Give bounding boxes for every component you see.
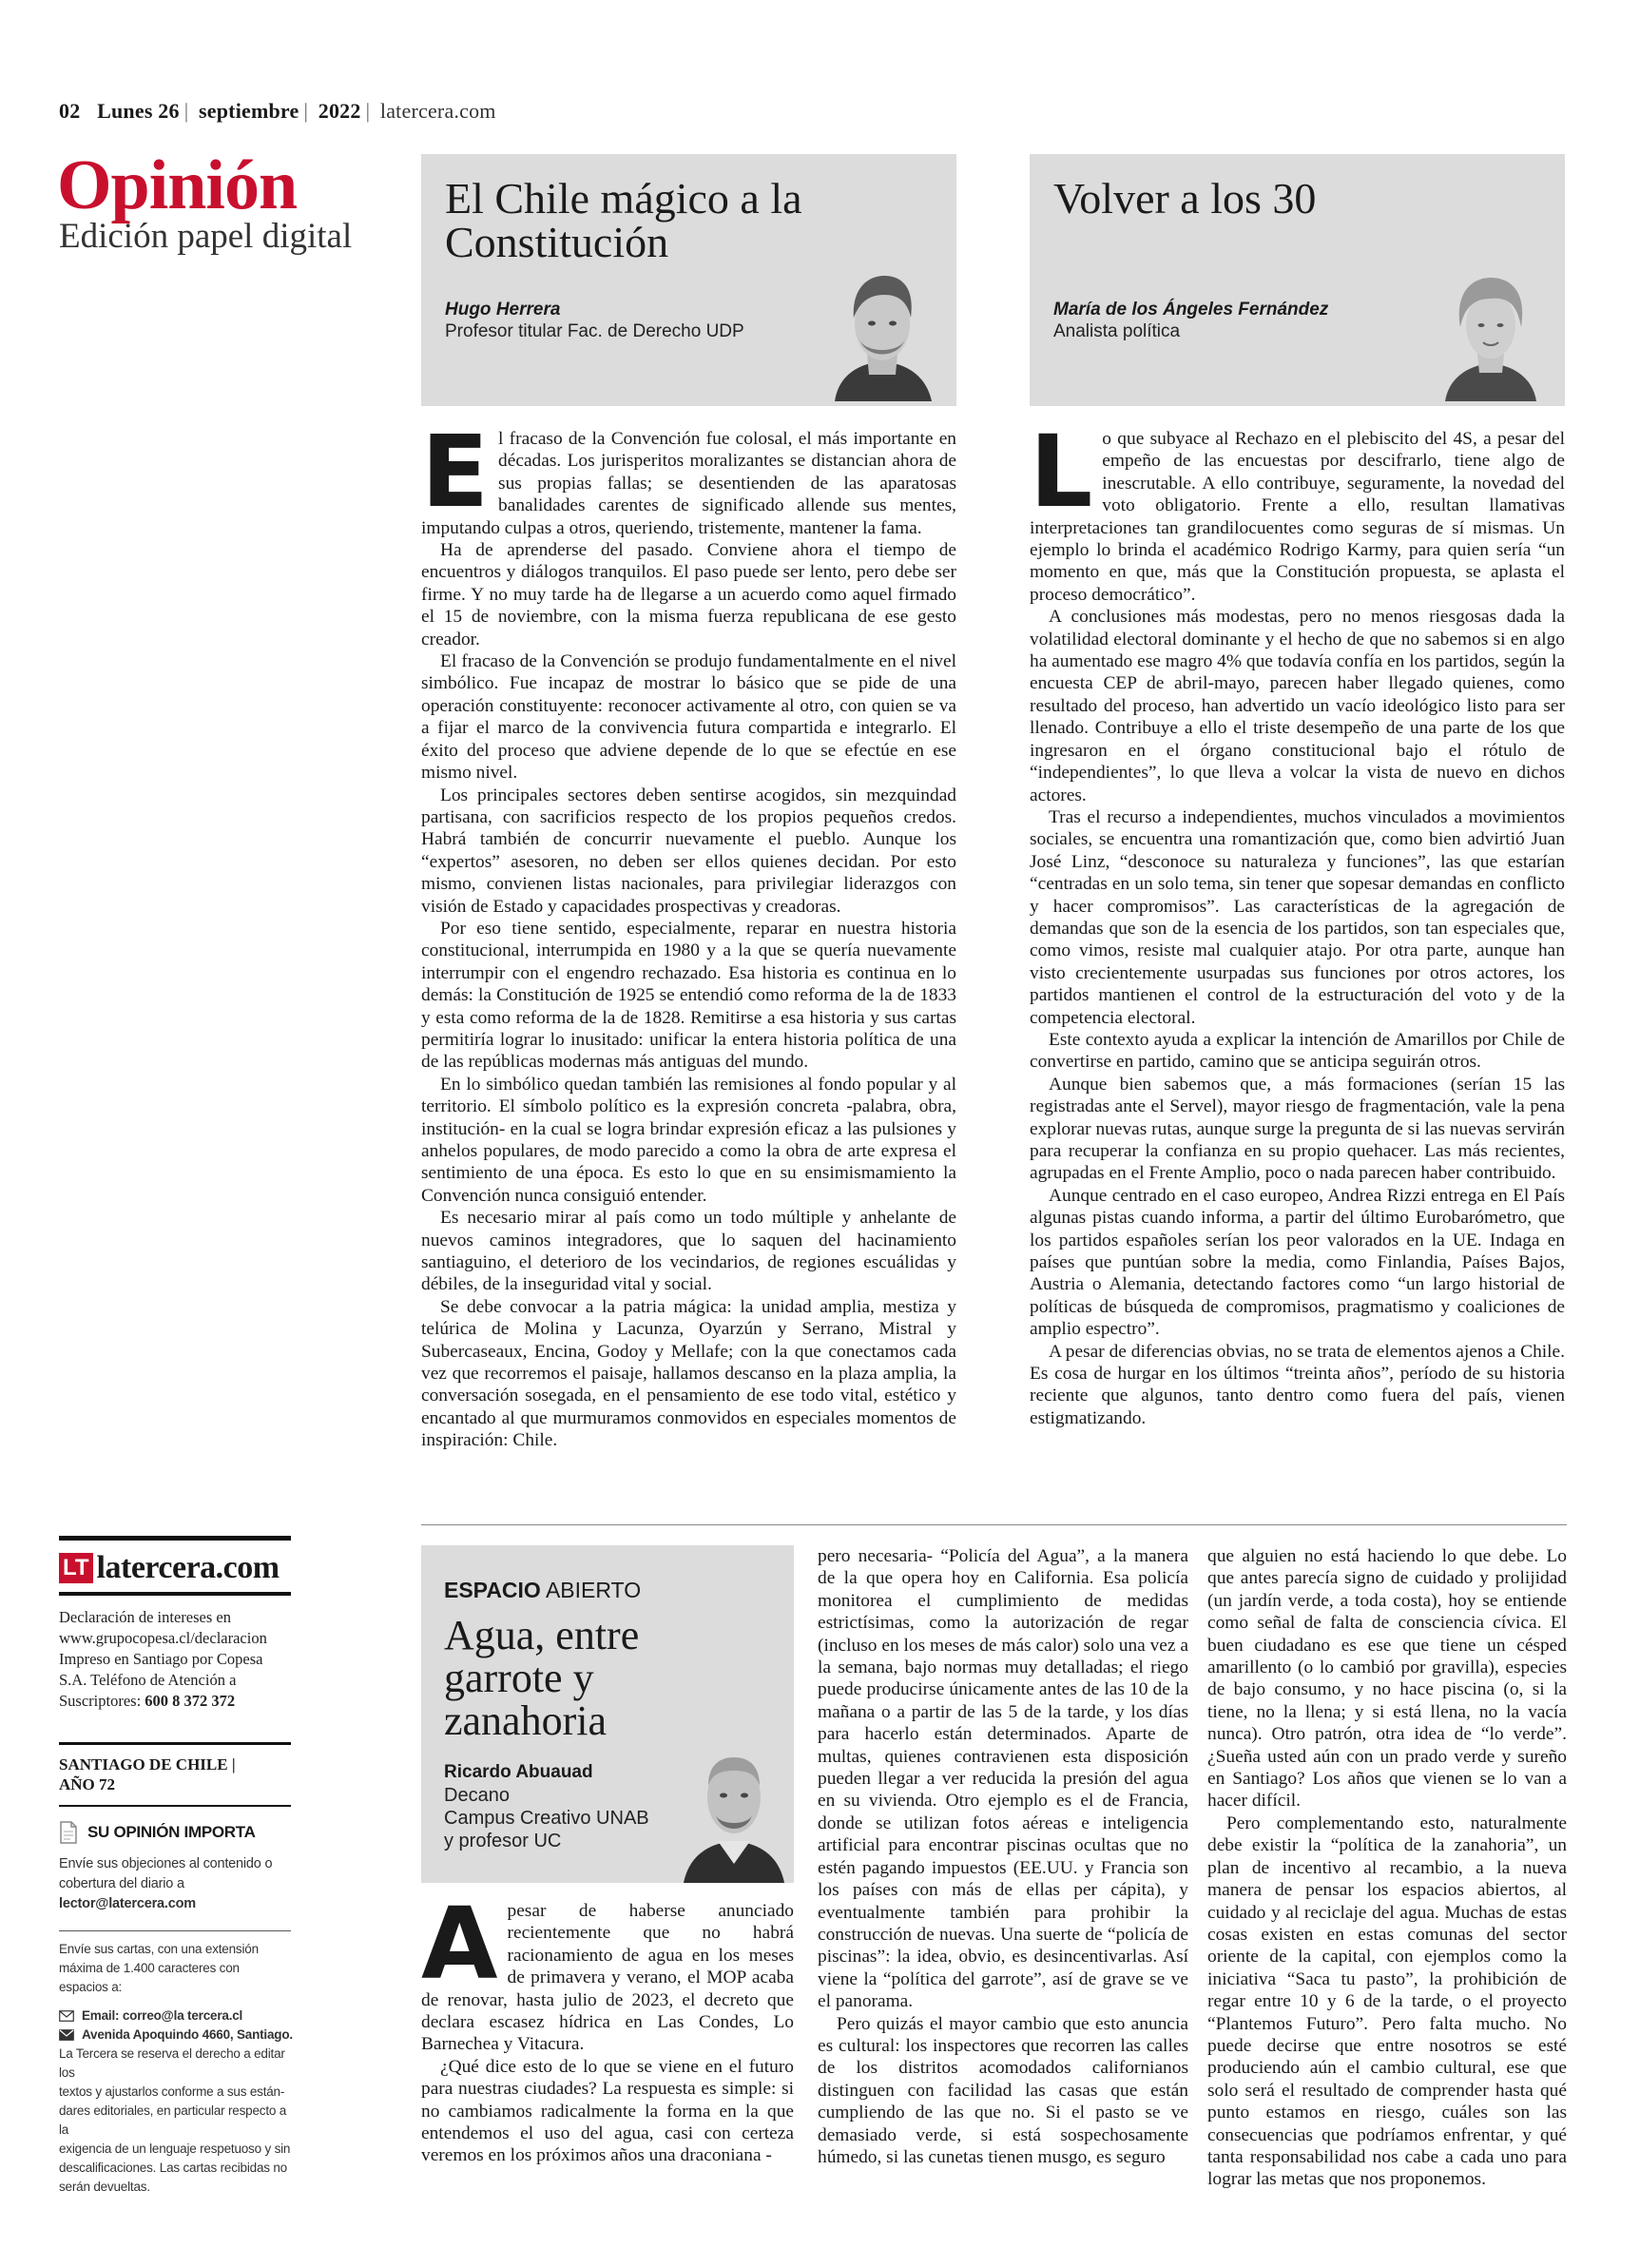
article2-paragraph: Aunque centrado en el caso europeo, Andrea Rizzi entrega en El País algunas pistas cuando informa, a partir del último Eurobarómetro, que los partidos españoles serían los peor valorados en la UE. Indaga en países que puntúan sobre la media, como Finlandia, Países Bajos, Austria o Alemania, detectando factores como “un largo historial de políticas de búsqueda de compromisos, pragmatismo y coaliciones de amplio espectro”. — [1030, 1185, 1565, 1340]
article3-author-role: Decano Campus Creativo UNAB y profesor UC — [444, 1785, 649, 1851]
mail-icon — [59, 2029, 74, 2041]
article1-author: Hugo Herrera — [445, 300, 561, 320]
article3-title: Agua, entre garrote y zanahoria — [444, 1612, 640, 1744]
logo-mark: LT — [59, 1553, 93, 1583]
kicker-light: ABIERTO — [545, 1578, 642, 1602]
article3-paragraph: ¿Qué dice esto de lo que se viene en el futuro para nuestras ciudades? La respuesta es simple: si no cambiamos radicalmente la forma en la que entendemos el uso del agua, casi con certeza veremos en los próximos años una draconiana - — [421, 2056, 794, 2166]
sidebar-rule — [59, 1930, 291, 1931]
article2-paragraph: Lo que subyace al Rechazo en el plebiscito del 4S, a pesar del empeño de las encuestas por descifrarlo, tiene algo de inescrutable. A ello contribuye, seguramente, la novedad del voto obligatorio. Frente a ello, resultan llamativas interpretaciones tan grandilocuentes como seguras de sí mismas. Un ejemplo lo brinda el académico Rodrigo Karmy, para quien sería “un momento en que, más que la Constitución propuesta, se aplasta el proceso democrático”. — [1030, 414, 1565, 605]
letters-address-row — [59, 2026, 297, 2045]
article3-dropcap: A — [421, 1886, 498, 2002]
page-folio: 02 Lunes 26 | septiembre | 2022 | latercera.com — [59, 99, 496, 123]
article1-body — [421, 414, 956, 1452]
rights-line: textos y ajustarlos conforme a sus están- — [59, 2084, 285, 2099]
sidebar-year: AÑO 72 — [59, 1775, 116, 1793]
article1-title: El Chile mágico a la Constitución — [445, 174, 802, 266]
article1-paragraph: Por eso tiene sentido, especialmente, reparar en nuestra historia constitucional, interrumpida en 1980 y a la que se quería nuevamente interrumpir con el engendro rechazado. Esa historia es continua en lo demás: la Constitución de 1925 se entendió como reforma de la de 1833 y esta como reforma de la de 1828. Remitirse a esa historia y sus cartas permitiría lograr lo inusitado: unificar la entera historia política de una de las repúblicas modernas más antiguas del mundo. — [421, 918, 956, 1073]
rights-line: La Tercera se reserva el derecho a editar los — [59, 2046, 285, 2080]
article2-paragraph: A pesar de diferencias obvias, no se trata de elementos ajenos a Chile. Es cosa de hurgar en los últimos “treinta años”, período de su historia reciente que algunos, tanto dentro como fuera del país, vienen estigmatizando. — [1030, 1341, 1565, 1428]
article1-paragraph: Ha de aprenderse del pasado. Conviene ahora el tiempo de encuentros y diálogos tranquilos. El paso puede ser lento, pero debe ser firme. Y no muy tarde ha de llegarse a un acuerdo como aquel firmado el 15 de noviembre, con la misma fuerza republicana de ese gesto creador. — [421, 540, 956, 649]
article2-head — [1030, 154, 1565, 406]
letters-block — [59, 1940, 297, 2197]
article1-paragraph: Es necesario mirar al país como un todo múltiple y anhelante de nuevos caminos integradores, que lo saquen del hacinamiento santiaguino, el deterioro de los vecindarios, de regiones escuálidas y débiles, de la inseguridad vital y social. — [421, 1208, 956, 1295]
article1-paragraph: Se debe convocar a la patria mágica: la unidad amplia, mestiza y telúrica de Molina y Lacunza, Oyarzún y Serrano, Mistral y Subercaseaux, Encina, Godoy y Mellafe; con la que conectamos cada vez que recorremos el paisaje, hallamos descanso en la plaza amplia, la conversación sosegada, en el pensamiento de ese todo vital, estético y encantado al que murmuramos conmovidos en especiales momentos de inspiración: Chile. — [421, 1296, 956, 1451]
sidebar-rule — [59, 1742, 291, 1745]
article3-paragraph: Pero quizás el mayor cambio que esto anuncia es cultural: los inspectores que recorren las calles de los distritos acomodados californianos distinguen con facilidad las casas que están cumpliendo de las que no. Si el pasto se ve demasiado verde, si está sospechosamente húmedo, si las cunetas tienen musgo, es seguro — [818, 2013, 1188, 2167]
article2-paragraph: A conclusiones más modestas, pero no menos riesgosas dada la volatilidad electoral dominante y el hecho de que no sabemos si en algo ha aumentado ese magro 4% que todavía confía en los partidos, según la encuesta CEP de abril-mayo, parecen haber llegado quienes, como resultado del proceso, han advertido un vacío ideológico listo para ser llenado. Contribuye a ello el triste desempeño de una parte de los que ingresaron en el órgano constitucional bajo el rótulo de “independientes”, lo que lleva a volcar la vista de nuevo en dichos actores. — [1030, 607, 1565, 805]
letters-line: máxima de 1.400 caracteres con — [59, 1961, 240, 1975]
article3-author-portrait — [678, 1731, 790, 1883]
letters-address: Avenida Apoquindo 4660, Santiago. — [82, 2027, 293, 2042]
subscribers-phone: 600 8 372 372 — [145, 1692, 236, 1710]
article1-paragraph: El fracaso de la Convención se produjo fundamentalmente en el nivel simbólico. Fue incapaz de mostrar lo básico que se pide de una operación constituyente: reconocer activamente al otro, con quien se va a fijar el marco de la convivencia futura compartida e integrarlo. El éxito del proceso que adviene depende de lo que se efectúe en ese mismo nivel. — [421, 651, 956, 784]
article3-kicker — [444, 1578, 641, 1603]
article1-author-portrait — [825, 259, 939, 401]
opinion-email-link[interactable]: lector@latercera.com — [59, 1896, 196, 1911]
article1-head — [421, 154, 956, 406]
opinion-title: SU OPINIÓN IMPORTA — [87, 1823, 256, 1841]
article2-paragraph: Este contexto ayuda a explicar la intención de Amarillos por Chile de convertirse en partido, camino que se anticipa seguirán otros. — [1030, 1029, 1565, 1073]
letters-line: Envíe sus cartas, con una extensión — [59, 1942, 259, 1956]
rights-line: serán devueltas. — [59, 2180, 150, 2194]
letters-email: Email: correo@la tercera.cl — [82, 2008, 243, 2023]
article1-paragraph: Los principales sectores deben sentirse acogidos, sin mezquindad partisana, con sacrificios respecto de los propios pequeños credos. Habrá también de concurrir nuevamente el pueblo. Aunque los “expertos” asesoren, no deben ser ellos quienes decidan. Por esto mismo, convienen listas nacionales, para privilegiar liderazgos con visión de Estado y capacidades prospectivas y creadoras. — [421, 785, 956, 917]
folio-month: septiembre — [199, 99, 299, 123]
sidebar-logo[interactable] — [59, 1550, 280, 1586]
subscribers-line: Suscriptores: 600 8 372 372 — [59, 1692, 236, 1710]
sidebar-city: SANTIAGO DE CHILE | — [59, 1755, 236, 1774]
article3-paragraph: pero necesaria- “Policía del Agua”, a la manera de la que opera hoy en California. Esa policía monitorea el cumplimiento de medidas estrictísimas, como la autorización de regar (incluso en los meses de más calor) solo una vez a la semana, bajo normas muy detalladas; el riego puede producirse únicamente antes de las 10 de la mañana o a partir de las 5 de la tarde, y los días para hacerlo están determinados. Aparte de multas, quienes contravienen esta disposición pueden llegar a ver reducida la presión del agua en su vivienda. Otro ejemplo es el de Francia, donde se utilizan fotos aéreas e inteligencia artificial para encontrar piscinas ocultas que no estén pagando impuestos (EE.UU. y Francia son los países con más de ellas per cápita), y eventualmente también para prohibir la construcción de nuevas. Una suerte de “policía de piscinas”: la idea, obvio, es desincentivarlas. Así viene la “política del garrote”, así de grave se ve el panorama. — [818, 1546, 1188, 2012]
logo-text: latercera.com — [96, 1550, 280, 1585]
sidebar-logo-rule — [59, 1592, 291, 1596]
article3-paragraph: Pero complementando esto, naturalmente debe existir la “política de la zanahoria”, un plan de incentivo al recambio, a la nueva manera de pensar los espacios abiertos, al cuidado y al reciclaje del agua. Muchas de estas cosas existen en estas comunas del sector oriente de la capital, con ejemplos como la iniciativa “Saca tu pasto”, la prohibición de regar entre 10 y 6 de la tarde, o el proyecto “Plantemos Futuro”. Pero falta mucho. No puede decirse que entre nosotros se esté produciendo aún el cambio cultural, ese que solo será el resultado de comprender hasta qué punto estamos en riesgo, cuáles son las consecuencias que podríamos enfrentar, y qué tanta responsabilidad nos cabe a cada uno para lograr las metas que nos proponemos. — [1207, 1812, 1567, 2190]
article2-author: María de los Ángeles Fernández — [1053, 300, 1329, 320]
declaration-line: Impreso en Santiago por Copesa — [59, 1650, 263, 1668]
declaration-link[interactable]: www.grupocopesa.cl/declaracion — [59, 1629, 267, 1647]
article3-author: Ricardo Abuauad — [444, 1762, 593, 1782]
article3-paragraph: Apesar de haberse anunciado recientemente que no habrá racionamiento de agua en los meses de primavera y verano, el MOP acaba de renovar, hasta julio de 2023, el decreto que declara escasez hídrica en Las Condes, Lo Barnechea y Vitacura. — [421, 1886, 794, 2055]
article3-paragraph: que alguien no está haciendo lo que debe. Lo que antes parecía signo de cuidado y prolijidad (un jardín verde, a toda costa), hoy se entiende como señal de falta de consciencia cívica. El buen ciudadano es ese que tiene un césped amarillento (o lo cambió por gravilla), especies de bajo consumo, y no hace piscina (o, si la tiene, no la llena; y si está llena, no la vacía nunca). Otro patrón, otra idea de “lo verde”. ¿Sueña usted aún con un prado verde y sureño en Santiago? Los años que vienen se lo van a hacer difícil. — [1207, 1546, 1567, 1812]
kicker-bold: ESPACIO — [444, 1578, 541, 1602]
article1-author-role: Profesor titular Fac. de Derecho UDP — [445, 321, 744, 341]
sidebar-city-block — [59, 1754, 236, 1794]
opinion-line: Envíe sus objeciones al contenido o — [59, 1856, 273, 1871]
article3-col3 — [1207, 1545, 1567, 2191]
article3-col1 — [421, 1886, 794, 2167]
declaration-line: S.A. Teléfono de Atención a — [59, 1671, 237, 1689]
letters-email-row[interactable] — [59, 2006, 297, 2026]
article1-paragraph: En lo simbólico quedan también las remisiones al fondo popular y al territorio. El símbolo político es la expresión concreta -palabra, obra, institución- en la cual se logra brindar expresión eficaz a las pulsiones y anhelos populares, de modo parecido a como la obra de arte expresa el sentimiento de una época. Es esto lo que en su ensimismamiento la Convención nunca consiguió entender. — [421, 1074, 956, 1206]
article2-title: Volver a los 30 — [1053, 174, 1317, 223]
opinion-block — [59, 1854, 297, 1914]
folio-day: Lunes 26 — [97, 99, 180, 123]
article2-paragraph: Aunque bien sabemos que, a más formaciones (serían 15 las registradas ante el Servel), mayor riesgo de fragmentación, vale la pena explorar nuevas rutas, aunque surge la pregunta de si las nuevas servirán para recuperar la confianza en su propio quehacer. Las más recientes, agrupadas en el Frente Amplio, poco o nada parecen haber contribuido. — [1030, 1074, 1565, 1184]
letters-line: espacios a: — [59, 1980, 123, 1994]
sidebar-top-rule — [59, 1536, 291, 1541]
declaration-line: Declaración de intereses en — [59, 1608, 231, 1626]
article2-body — [1030, 414, 1565, 1429]
article2-paragraph: Tras el recurso a independientes, muchos vinculados a movimientos sociales, se encuentra una romantización que, como bien advirtió Juan José Linz, “desconoce su naturaleza y funciones”, las que estarían “centradas en un solo tema, sin tener que sopesar demandas en conflicto y hacer compromisos”. Las características de la agregación de demandas que son de la esencia de los partidos, son tan especiales que, como vimos, resiste mal cualquier atajo. Por otra parte, aunque han visto crecientemente usurpadas sus funciones por otros actores, los partidos mantienen el control de la estructuración del voto y de la competencia electoral. — [1030, 806, 1565, 1028]
article3-col2 — [818, 1545, 1188, 2168]
article3-head — [421, 1545, 794, 1883]
sidebar-rule — [59, 1805, 291, 1807]
section-divider — [421, 1524, 1567, 1525]
rights-line: descalificaciones. Las cartas recibidas no — [59, 2161, 287, 2175]
page-number: 02 — [59, 99, 81, 123]
folio-site-link[interactable]: latercera.com — [379, 99, 496, 123]
article1-paragraph: El fracaso de la Convención fue colosal, el más importante en décadas. Los jurisperitos moralizantes se distancian ahora de sus propias fallas; se desentienden de las aparatosas banalidades carentes de significado allende sus mentes, imputando culpas a otros, queriendo, tristemente, mantener la fama. — [421, 414, 956, 538]
article1-dropcap: E — [421, 414, 490, 530]
article2-dropcap: L — [1030, 414, 1093, 530]
rights-line: dares editoriales, en particular respecto a la — [59, 2103, 287, 2137]
opinion-header — [59, 1821, 256, 1844]
section-title: Opinión — [57, 146, 298, 224]
opinion-line: cobertura del diario a — [59, 1876, 184, 1891]
sidebar-declaration — [59, 1607, 297, 1712]
article2-author-role: Analista política — [1053, 321, 1181, 341]
folio-year: 2022 — [318, 99, 361, 123]
rights-line: exigencia de un lenguaje respetuoso y sin — [59, 2142, 291, 2156]
document-icon — [59, 1821, 78, 1844]
article2-author-portrait — [1434, 259, 1548, 401]
section-subtitle: Edición papel digital — [59, 217, 353, 256]
email-icon — [59, 2010, 74, 2022]
